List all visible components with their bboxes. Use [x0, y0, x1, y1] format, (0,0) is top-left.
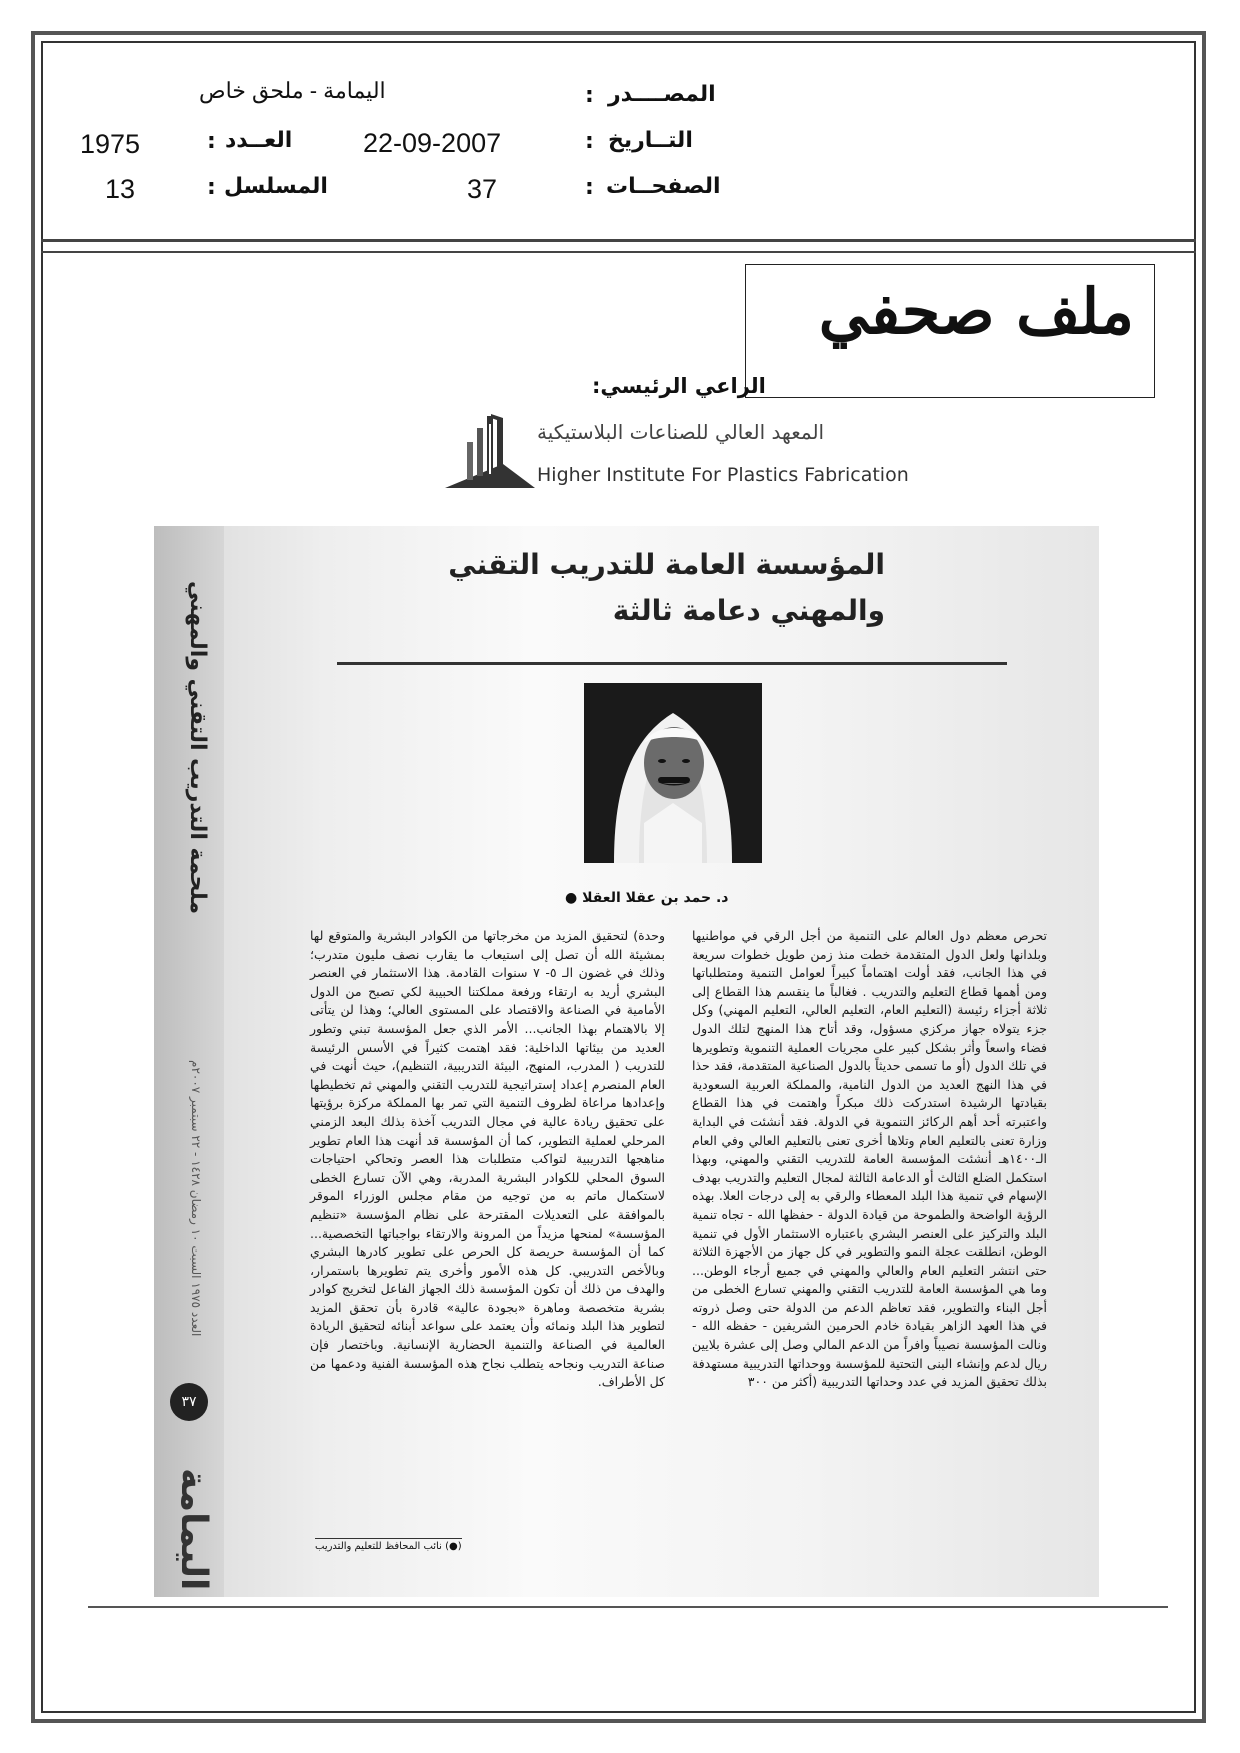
article-title — [325, 542, 885, 634]
sidebar-issue-line: العدد ١٩٧٥ السبت ١٠ رمضان ١٤٢٨ - ٢٢ سبتمبر ٢٠٠٧م — [189, 1060, 203, 1337]
date-value: 22-09-2007 — [363, 128, 502, 158]
article-byline: د. حمد بن عقلا العقلا ● — [565, 890, 729, 906]
article-title-line1: المؤسسة العامة للتدريب التقني — [448, 548, 885, 581]
sidebar-section-title: ملحمة التدريب التقني والمهني — [185, 580, 210, 914]
article-column-left: وحدة) لتحقيق المزيد من مخرجاتها من الكوادر البشرية والمتوقع لها بمشيئة الله أن تصل إلى استيعاب ما يقارب نصف مليون متدرب؛ وذلك في غضون الـ ٥- ٧ سنوات القادمة. هذا الاستثمار في العنصر البشري أريد به ارتقاء ورفعة مملكتنا الحبيبة لكي تصبح من الدول الأمامية في الصناعة والاقتصاد على المستوى العالي؛ وهذا لن يتأتى إلا بالاهتمام بهذا الجانب... الأمر الذي جعل المؤسسة تبني وتطور العديد من بيئاتها الداخلية: فقد اهتمت كثيراً في الأسس الرئيسة للتدريب ( المدرب، المنهج، البيئة التدريبية، التنظيم)، حيث أنهت في العام المنصرم إعداد إستراتيجية للتدريب التقني والمهني ثم تخطيطها وإعدادها مراعاة لظروف التنمية التي تمر بها المملكة مركزة برؤيتها على تحقيق ريادة عالية في مجال التدريب آخذة بذلك البعد الزمني المرحلي لعملية التطوير، كما أن المؤسسة قد أنهت هذا العام تطوير مناهجها التدريبية لتواكب متطلبات هذا العصر وتحاكي احتياجات السوق المحلي للكوادر البشرية المدربة، وهي الآن تسارع الخطى لاستكمال ماتم به من توجيه من مقام مجلس الوزراء الموقر بالموافقة على التعديلات المقترحة على نظام المؤسسة «تنظيم المؤسسة» لمنحها مزيداً من المرونة والارتقاء بواجباتها التخصصية... كما أن المؤسسة حريصة كل الحرص على تطوير كادرها البشري وبالأخص التدريبي. كل هذه الأمور وأخرى يتم تطويرها باستمرار، والهدف من ذلك أن تكون المؤسسة ذلك الجهاز الفاعل لتخريج كوادر بشرية متخصصة وماهرة «بجودة عالية» قادرة بأن تحقق المزيد لتطوير هذا البلد ونمائه وأن يعتمد على سواعد أبنائه لتحقيق الريادة العالمية في الصناعة والتنمية الحضارية الإنسانية. وباختصار فإن صناعة التدريب ونجاحه يتطلب نجاح هذه المؤسسة الفنية ودعمها من كل الأطراف. — [310, 928, 666, 1390]
source-colon: : — [585, 83, 594, 108]
title-rule — [337, 662, 1007, 665]
institute-logo-icon — [443, 412, 538, 490]
article-column-right: تحرص معظم دول العالم على التنمية من أجل الرقي في مواطنيها وبلدانها ولعل الدول المتقدمة خطت منذ زمن طويل خطوات سريعة في هذا الجانب، فقد أولت اهتماماً كبيراً لعوامل التنمية ومتطلباتها ومن أهمها قطاع التعليم والتدريب . فغالباً ما ينقسم هذا القطاع إلى ثلاثة أجزاء رئيسة (التعليم العام، التعليم العالي، التعليم المهني) وكل جزء يتولاه جهاز مركزي مسؤول، وقد أتاح هذا المنهج لتلك الدول فضاء واسعاً وأثر بشكل كبير على مجريات العملية التنموية وتطويرها في تلك الدول (أو ما تسمى حديثاً بالدول الصناعية المتقدمة، فقد حذا في هذا النهج العديد من الدول النامية، والمملكة العربية السعودية بقيادتها الرشيدة استدركت ذلك مبكراً واهتمت في هذا القطاع واعتبرته أحد أهم الركائز التنموية في الدولة. فقد أنشئت في البداية وزارة تعنى بالتعليم العام وتلاها أخرى تعنى بالتعليم العالي وفي العام الـ١٤٠٠هـ أنشئت المؤسسة العامة للتدريب التقني والمهني، وبهذا استكمل الضلع الثالث أو الدعامة الثالثة لمجال التعليم والتدريب بهدف الإسهام في تنمية هذا البلد المعطاء والرقي به إلى درجات العلا. بهذه الرؤية الواضحة والطموحة من قيادة الدولة - حفظها الله - تجاه تنمية البلد والتركيز على العنصر البشري باعتباره الاستثمار الأول في تنمية الوطن، انطلقت عجلة النمو والتطوير في كل جهاز من الأجهزة الثلاثة حتى انتشر التعليم العام والعالي والمهني في جميع أرجاء الوطن... وما هي المؤسسة العامة للتدريب التقني والمهني تسارع الخطى من أجل البناء والتطوير، فقد تعاظم الدعم من الدولة حتى وصل ذروته في هذا العهد الزاهر بقيادة خادم الحرمين الشريفين - حفظه الله - ونالت المؤسسة نصيباً وافراً من الدعم المالي وصل إلى عشرة بلايين ريال لدعم وإنشاء البنى التحتية للمؤسسة ووحداتها التدريبية مستهدفة بذلك تحقيق المزيد في عدد وحداتها التدريبية (أكثر من ٣٠٠ — [692, 928, 1047, 1390]
press-file-stamp — [745, 264, 1155, 398]
source-label: المصــــدر — [608, 82, 716, 107]
date-colon: : — [585, 129, 594, 154]
institute-name-english: Higher Institute For Plastics Fabrication — [537, 464, 909, 486]
header-divider — [41, 239, 1196, 242]
article-title-line2: والمهني دعامة ثالثة — [612, 594, 885, 627]
issue-value: 1975 — [80, 129, 141, 159]
author-footnote: (●) نائب المحافظ للتعليم والتدريب — [315, 1538, 462, 1552]
pages-value: 37 — [467, 174, 498, 204]
serial-value: 13 — [105, 174, 136, 204]
stamp-text: ملف صحفي — [818, 275, 1134, 348]
source-value: اليمامة - ملحق خاص — [199, 78, 386, 103]
header-divider-inner — [41, 251, 1196, 253]
issue-colon: : — [207, 129, 216, 154]
date-label: التــاريخ — [608, 128, 693, 153]
author-photo — [584, 683, 762, 863]
pages-colon: : — [585, 175, 594, 200]
serial-colon: : — [207, 175, 216, 200]
sidebar-brand: اليمامة — [173, 1467, 214, 1590]
pages-label: الصفحــات — [606, 174, 721, 199]
sponsor-label: الراعي الرئيسي: — [592, 374, 766, 398]
issue-label: العــدد — [225, 128, 293, 153]
clipping-bottom-rule — [88, 1606, 1168, 1608]
serial-label: المسلسل — [224, 174, 328, 199]
sidebar-page-number: ٣٧ — [170, 1383, 208, 1421]
institute-name-arabic: المعهد العالي للصناعات البلاستيكية — [537, 420, 825, 444]
